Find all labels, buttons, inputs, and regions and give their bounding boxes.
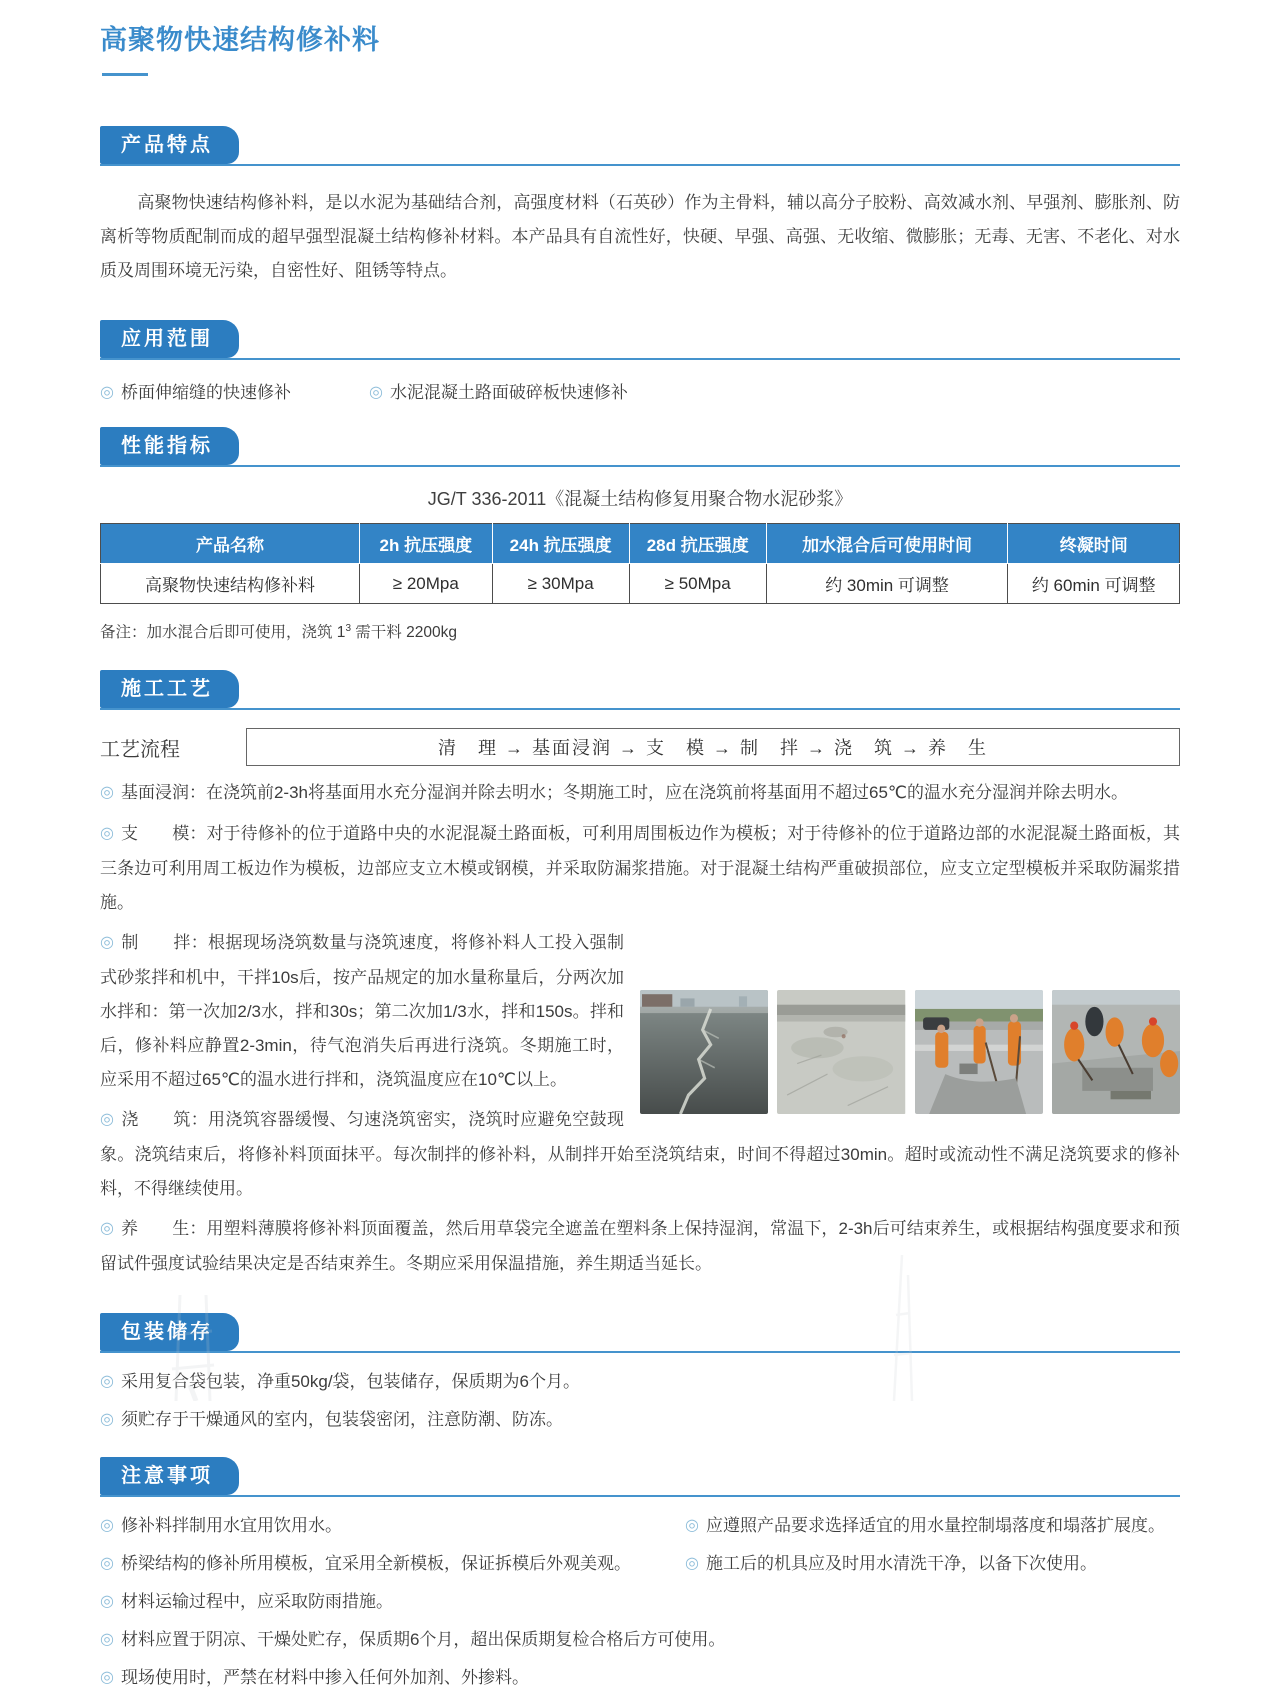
table-cell: ≥ 20Mpa bbox=[359, 564, 492, 604]
note-item: ◎ 现场使用时，严禁在材料中掺入任何外加剂、外掺料。 bbox=[100, 1668, 529, 1687]
process-step-mixing: ◎ 制 拌：根据现场浇筑数量与浇筑速度，将修补料人工投入强制式砂浆拌和机中，干拌10s后，按产品规定的加水量称量后，分两次加水拌和：第一次加2/3水，拌和30s；第二次加1/3水，拌和150s。拌和后，修补料应静置2-3min，待气泡消失后再进行浇筑。冬期施工时，应采用不超过65℃的温水进行拌和，浇筑温度应在10℃以上。 bbox=[100, 933, 624, 1089]
patch-finishing-crew-photo bbox=[1052, 990, 1180, 1114]
bullet-icon: ◎ bbox=[100, 1669, 114, 1686]
datasheet-page bbox=[100, 0, 1180, 1693]
note-item: ◎ 材料应置于阴凉、干燥处贮存，保质期6个月，超出保质期复检合格后方可使用。 bbox=[100, 1630, 726, 1649]
table-header-row bbox=[101, 524, 1180, 564]
note-row bbox=[100, 1511, 1180, 1541]
application-items bbox=[100, 378, 1180, 403]
bullet-icon: ◎ bbox=[100, 825, 115, 842]
note-item: ◎ 桥梁结构的修补所用模板，宜采用全新模板，保证拆模后外观美观。 bbox=[100, 1554, 631, 1573]
application-item bbox=[369, 378, 628, 403]
table-cell: 约 60min 可调整 bbox=[1008, 564, 1180, 604]
bullet-icon: ◎ bbox=[100, 1593, 114, 1610]
table-cell: 约 30min 可调整 bbox=[766, 564, 1008, 604]
bullet-icon: ◎ bbox=[100, 1220, 115, 1237]
process-step-soaking: ◎ 基面浸润：在浇筑前2-3h将基面用水充分湿润并除去明水；冬期施工时，应在浇筑前将基面用不超过65℃的温水充分湿润并除去明水。 bbox=[100, 783, 1128, 802]
storage-items bbox=[100, 1367, 1180, 1435]
note-item: ◎ 应遵照产品要求选择适宜的用水量控制塌落度和塌落扩展度。 bbox=[685, 1516, 1165, 1535]
table-header-cell: 28d 抗压强度 bbox=[629, 524, 766, 564]
bullet-icon: ◎ bbox=[100, 384, 114, 401]
table-header-cell: 2h 抗压强度 bbox=[359, 524, 492, 564]
section-badge-application: 应用范围 bbox=[100, 320, 239, 358]
standard-reference: JG/T 336-2011《混凝土结构修复用聚合物水泥砂浆》 bbox=[427, 489, 853, 509]
note-item: ◎ 材料运输过程中，应采取防雨措施。 bbox=[100, 1592, 393, 1611]
bullet-icon: ◎ bbox=[100, 1555, 114, 1572]
process-photo-strip bbox=[640, 990, 1180, 1114]
process-flow-diagram: 清 理 → 基面浸润 → 支 模 → 制 拌 → 浇 筑 → 养 生 bbox=[246, 728, 1180, 766]
bullet-icon: ◎ bbox=[100, 1111, 115, 1128]
application-item-label: 桥面伸缩缝的快速修补 bbox=[120, 383, 291, 402]
section-header-notes bbox=[100, 1457, 1180, 1497]
note-item: ◎ 修补料拌制用水宜用饮用水。 bbox=[100, 1516, 342, 1535]
table-cell: ≥ 50Mpa bbox=[629, 564, 766, 604]
storage-item: ◎ 须贮存于干燥通风的室内，包装袋密闭，注意防潮、防冻。 bbox=[100, 1410, 563, 1429]
table-header-cell: 24h 抗压强度 bbox=[492, 524, 629, 564]
bullet-icon: ◎ bbox=[100, 1517, 114, 1534]
table-row bbox=[101, 564, 1180, 604]
bullet-icon: ◎ bbox=[368, 384, 383, 401]
section-header-storage bbox=[100, 1313, 1180, 1353]
notes-items bbox=[100, 1511, 1180, 1693]
table-cell: 高聚物快速结构修补料 bbox=[101, 564, 360, 604]
features-paragraph: 高聚物快速结构修补料，是以水泥为基础结合剂，高强度材料（石英砂）作为主骨料，辅以高分子胶粉、高效减水剂、早强剂、膨胀剂、防离析等物质配制而成的超早强型混凝土结构修补材料。本产品具有自流性好，快硬、早强、高强、无收缩、微膨胀；无毒、无害、不老化、对水质及周围环境无污染，自密性好、阻锈等特点。 bbox=[100, 193, 1180, 280]
section-badge-performance: 性能指标 bbox=[100, 427, 239, 465]
section-badge-notes: 注意事项 bbox=[100, 1457, 239, 1495]
process-step-formwork: ◎ 支 模：对于待修补的位于道路中央的水泥混凝土路面板，可利用周围板边作为模板；对于待修补的位于道路边部的水泥混凝土路面板，其三条边可利用周工板边作为模板，边部应支立木模或钢模，并采取防漏浆措施。对于混凝土结构严重破损部位，应支立定型模板并采取防漏浆措施。 bbox=[100, 824, 1180, 912]
application-item bbox=[100, 378, 291, 403]
bullet-icon: ◎ bbox=[685, 1517, 699, 1534]
table-footnote: 备注：加水混合后即可使用，浇筑 $1^3$ 需干料 2200kg bbox=[100, 622, 457, 641]
table-header-cell: 加水混合后可使用时间 bbox=[766, 524, 1008, 564]
application-item-label: 水泥混凝土路面破碎板快速修补 bbox=[389, 383, 628, 402]
table-cell: ≥ 30Mpa bbox=[492, 564, 629, 604]
cracked-pavement-photo bbox=[640, 990, 768, 1114]
bullet-icon: ◎ bbox=[100, 1631, 114, 1648]
section-header-performance bbox=[100, 427, 1180, 467]
table-header-cell: 终凝时间 bbox=[1008, 524, 1180, 564]
performance-table bbox=[100, 523, 1180, 604]
section-header-application bbox=[100, 320, 1180, 360]
section-badge-process: 施工工艺 bbox=[100, 670, 239, 708]
road-repair-crew-photo bbox=[915, 990, 1043, 1114]
bullet-icon: ◎ bbox=[100, 934, 115, 951]
process-step-curing: ◎ 养 生：用塑料薄膜将修补料顶面覆盖，然后用草袋完全遮盖在塑料条上保持湿润，常温下，2-3h后可结束养生，或根据结构强度要求和预留试件强度试验结果决定是否结束养生。冬期应采用保温措施，养生期适当延长。 bbox=[100, 1219, 1180, 1273]
bullet-icon: ◎ bbox=[100, 1411, 114, 1428]
section-badge-features: 产品特点 bbox=[100, 126, 239, 164]
section-header-process bbox=[100, 670, 1180, 710]
title-underline bbox=[102, 73, 148, 76]
section-header-features bbox=[100, 126, 1180, 166]
process-steps bbox=[100, 776, 1180, 1287]
broken-concrete-slab-photo bbox=[777, 990, 905, 1114]
watermark-pylon-sketch bbox=[868, 1255, 938, 1401]
process-flow-label: 工艺流程 bbox=[100, 738, 180, 761]
section-badge-storage: 包装储存 bbox=[100, 1313, 239, 1351]
note-item: ◎ 施工后的机具应及时用水清洗干净，以备下次使用。 bbox=[685, 1554, 1097, 1573]
process-flow-row bbox=[100, 728, 1180, 766]
page-title: 高聚物快速结构修补料 bbox=[100, 25, 380, 55]
storage-item: ◎ 采用复合袋包装，净重50kg/袋，包装储存，保质期为6个月。 bbox=[100, 1372, 581, 1391]
bullet-icon: ◎ bbox=[100, 784, 114, 801]
bullet-icon: ◎ bbox=[685, 1555, 699, 1572]
table-header-cell: 产品名称 bbox=[101, 524, 360, 564]
process-step-pouring: ◎ 浇 筑：用浇筑容器缓慢、匀速浇筑密实，浇筑时应避免空鼓现象。浇筑结束后，将修补料顶面抹平。每次制拌的修补料，从制拌开始至浇筑结束，时间不得超过30min。超时或流动性不满足浇筑要求的修补料，不得继续使用。 bbox=[100, 1110, 1180, 1198]
bullet-icon: ◎ bbox=[100, 1373, 114, 1390]
watermark-scaffold-sketch bbox=[160, 1295, 250, 1401]
note-row bbox=[100, 1549, 1180, 1579]
